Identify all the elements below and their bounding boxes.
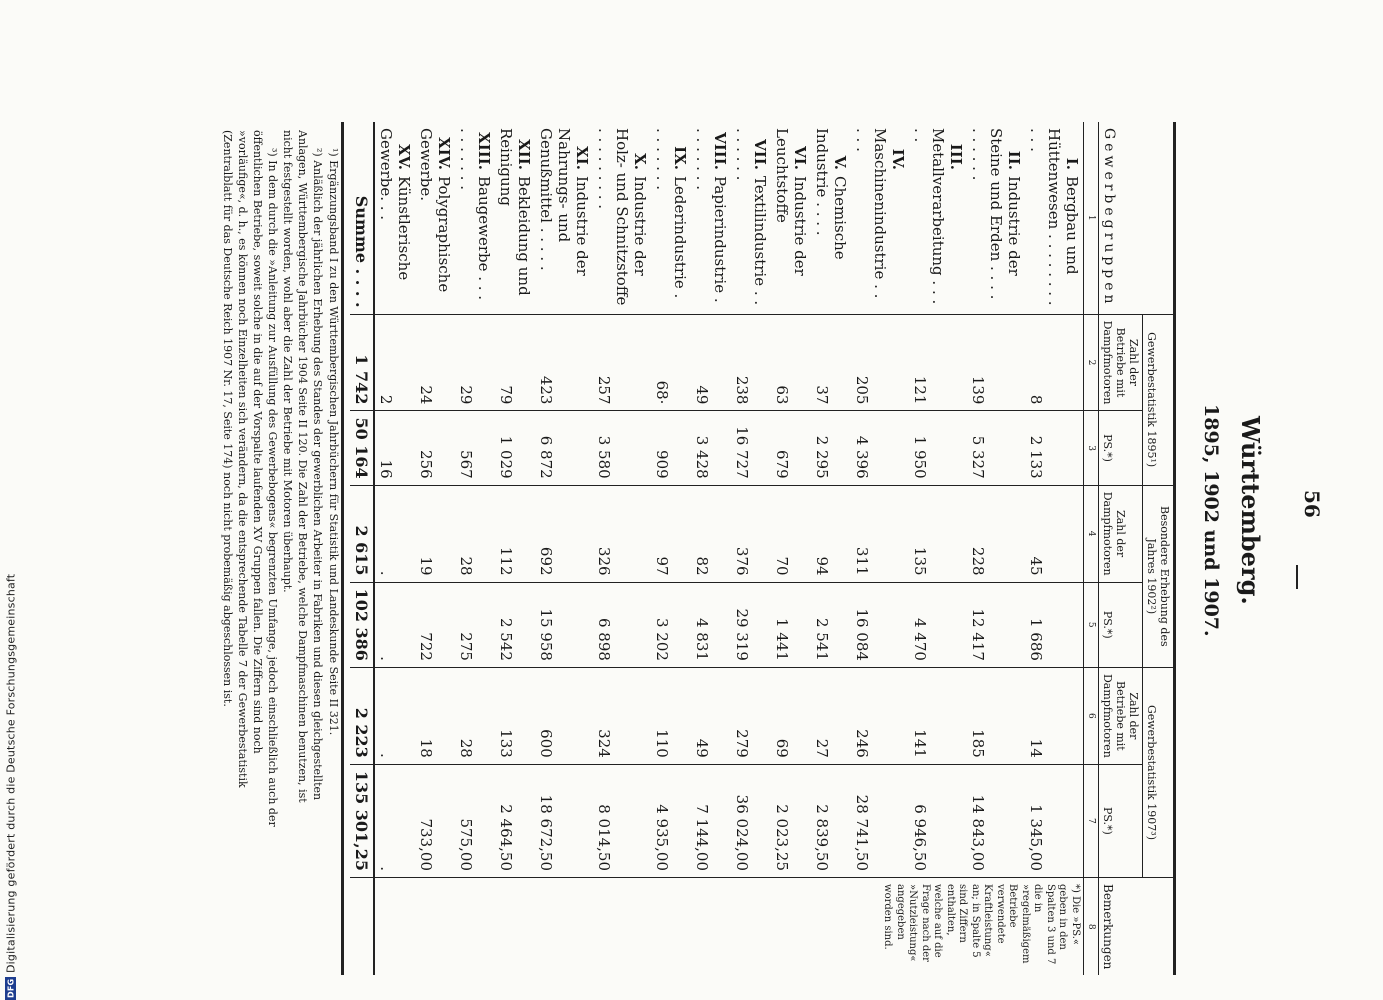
group-numeral: IV. — [889, 148, 907, 170]
ps-1895-cell: 6 872 — [535, 411, 593, 485]
page-subtitle: 1895, 1902 und 1907. — [1200, 403, 1222, 637]
ps-1895-cell: 2 295 — [811, 411, 851, 485]
footnote: ¹) Ergänzungsband I zu den Württembergischen Jahrbüchern für Statistik und Landeskunde Seite II 321. — [327, 148, 340, 736]
summe-ps-1895: 50 164 — [350, 411, 374, 485]
group-numeral: XI. — [573, 146, 591, 170]
table-row — [691, 122, 731, 975]
betriebe-1895-cell: 121 — [909, 314, 967, 411]
betriebe-1907-cell: 49 — [691, 667, 731, 764]
ps-1907-cell: 733,00 — [415, 764, 455, 877]
dampfmotoren-1902-cell: 326 — [593, 485, 651, 582]
dampfmotoren-1902-cell: 70 — [771, 485, 811, 582]
table-row — [593, 122, 651, 975]
group-label: Bergbau und Hüttenwesen . . . . . . . . . . . — [1027, 128, 1081, 306]
betriebe-1895-cell: 8 — [1025, 314, 1084, 411]
ps-1895-cell: 3 428 — [691, 411, 731, 485]
ps-1895-cell: 567 — [455, 411, 495, 485]
page-number: 56 — [1300, 490, 1324, 518]
gewerbegruppe-cell — [771, 122, 811, 314]
betriebe-1895-cell: 24 — [415, 314, 455, 411]
gewerbegruppe-cell — [731, 122, 771, 314]
table-row — [1025, 122, 1084, 975]
ps-1907-cell: 6 946,50 — [909, 764, 967, 877]
betriebe-1907-cell: 141 — [909, 667, 967, 764]
col-header-ps-1895: PS.*) — [1099, 411, 1143, 485]
group-label: Industrie der Steine und Erden . . . . . . . . . . — [969, 128, 1023, 300]
col-header-gewerbegruppen: Gewerbegruppen — [1099, 122, 1175, 314]
group-header-1902: Besondere Erhebung des Jahres 1902²) — [1143, 485, 1175, 667]
footnotes — [218, 130, 340, 830]
ps-1902-cell: 1 441 — [771, 582, 811, 667]
group-label: Polygraphische Gewerbe. — [417, 128, 453, 293]
betriebe-1907-cell: 279 — [731, 667, 771, 764]
ps-1895-cell: 2 133 — [1025, 411, 1084, 485]
ps-1907-cell: 2 839,50 — [811, 764, 851, 877]
remark-cell: *) Die »PS.« geben in den Spalten 3 und 7 die in »regelmäßigem Betriebe verwendete Kraftleistung« an; in Spalte 5 sind Ziffern enthalten, welche auf die Frage nach der »Nutzleistung« angegeben worden sind. — [374, 878, 1084, 976]
betriebe-1895-cell: 238 — [731, 314, 771, 411]
group-label: Industrie der Holz- und Schnitzstoffe . . . . . . . . . — [595, 128, 649, 306]
ps-1902-cell: 2 542 — [495, 582, 535, 667]
ps-1895-cell: 16 — [374, 411, 415, 485]
betriebe-1907-cell: 324 — [593, 667, 651, 764]
betriebe-1907-cell: 14 — [1025, 667, 1084, 764]
column-number: 8 — [1084, 878, 1099, 976]
ps-1895-cell: 909 — [651, 411, 691, 485]
ps-1902-cell: 275 — [455, 582, 495, 667]
ps-1902-cell: 6 898 — [593, 582, 651, 667]
table-row — [495, 122, 535, 975]
column-number-row — [1084, 122, 1099, 975]
ps-1907-cell: 18 672,50 — [535, 764, 593, 877]
digitization-credit — [0, 0, 22, 1000]
footnote: ²) Anläßlich der jährlichen Erhebung des Standes der gewerblichen Arbeiter in Fabriken und diesen gleichgestellten Anlagen, Württembergische Jahrbücher 1904 Seite II 120. Die Zahl der Betriebe, welche Dampfmaschinen benutzen, ist nicht festgestellt worden, wohl aber die Zahl der Betriebe mit Motoren überhaupt. — [281, 130, 325, 803]
column-number: 6 — [1084, 667, 1099, 764]
summe-ps-1902: 102 386 — [350, 582, 374, 667]
betriebe-1907-cell: 600 — [535, 667, 593, 764]
table-row — [535, 122, 593, 975]
group-label: Baugewerbe . . . . . . . . . . — [457, 128, 493, 301]
group-header-1895: Gewerbestatistik 1895¹) — [1143, 314, 1175, 485]
table-row — [909, 122, 967, 975]
steam-engine-table — [341, 122, 1176, 975]
ps-1902-cell: 4 831 — [691, 582, 731, 667]
betriebe-1907-cell: 27 — [811, 667, 851, 764]
gewerbegruppe-cell — [1025, 122, 1084, 314]
table-bottom-rule — [343, 122, 351, 975]
group-numeral: II. — [1005, 150, 1023, 170]
column-number: 3 — [1084, 411, 1099, 485]
group-numeral: IX. — [671, 146, 689, 170]
betriebe-1895-cell: 139 — [967, 314, 1025, 411]
ps-1907-cell: 1 345,00 — [1025, 764, 1084, 877]
gewerbegruppe-cell — [967, 122, 1025, 314]
gewerbegruppe-cell — [455, 122, 495, 314]
group-numeral: VIII. — [711, 132, 729, 170]
ps-1895-cell: 256 — [415, 411, 455, 485]
ps-1895-cell: 5 327 — [967, 411, 1025, 485]
column-number: 5 — [1084, 582, 1099, 667]
table-row — [651, 122, 691, 975]
group-label: Textilindustrie . . . . . . . . — [733, 128, 769, 306]
dampfmotoren-1902-cell: 692 — [535, 485, 593, 582]
gewerbegruppe-cell — [374, 122, 415, 314]
summe-row — [350, 122, 374, 975]
group-label: Maschinenindustrie . . . . . — [853, 128, 889, 299]
gewerbegruppe-cell — [415, 122, 455, 314]
betriebe-1895-cell: 63 — [771, 314, 811, 411]
ps-1907-cell: 7 144,00 — [691, 764, 731, 877]
footnote: ³) In dem durch die »Anleitung zur Ausfüllung des Gewerbebogens« begrenzten Umfange, jedoch einschließlich auch der öffentlichen Betriebe, soweit solche in die auf der Vorspalte laufenden XV Gruppen fallen. Die Ziffern sind noch »vorläufige«, d. h., es können noch Einzelheiten sich verändern, da die entsprechende Tabelle 7 der Gewerbestatistik (Zentralblatt für das Deutsche Reich 1907 Nr. 17, Seite 174) noch nicht probemäßig abgeschlossen ist. — [221, 130, 279, 827]
betriebe-1895-cell: 423 — [535, 314, 593, 411]
betriebe-1895-cell: 29 — [455, 314, 495, 411]
column-number: 2 — [1084, 314, 1099, 411]
ps-1907-cell: 2 023,25 — [771, 764, 811, 877]
ps-1902-cell: 15 958 — [535, 582, 593, 667]
betriebe-1895-cell: 37 — [811, 314, 851, 411]
summe-betriebe-1895: 1 742 — [350, 314, 374, 411]
group-label: Papierindustrie . . . . . . . . — [693, 128, 729, 303]
betriebe-1907-cell: 110 — [651, 667, 691, 764]
ps-1902-cell: 2 541 — [811, 582, 851, 667]
ps-1907-cell: 575,00 — [455, 764, 495, 877]
col-header-ps-1902: PS.*) — [1099, 582, 1143, 667]
gewerbegruppe-cell — [811, 122, 851, 314]
group-label: Künstlerische Gewerbe. . . — [377, 128, 413, 281]
table-row — [851, 122, 909, 975]
summe-ps-1907: 135 301,25 — [350, 764, 374, 877]
group-label: Industrie der Leuchtstoffe — [773, 128, 809, 276]
dampfmotoren-1902-cell: . — [374, 485, 415, 582]
ps-1902-cell: 3 202 — [651, 582, 691, 667]
betriebe-1895-cell: 68· — [651, 314, 691, 411]
summe-betriebe-1907: 2 223 — [350, 667, 374, 764]
dampfmotoren-1902-cell: 112 — [495, 485, 535, 582]
ps-1907-cell: 8 014,50 — [593, 764, 651, 877]
table-row — [415, 122, 455, 975]
gewerbegruppe-cell — [593, 122, 651, 314]
dampfmotoren-1902-cell: 135 — [909, 485, 967, 582]
ps-1907-cell: 28 741,50 — [851, 764, 909, 877]
dampfmotoren-1902-cell: 28 — [455, 485, 495, 582]
group-label: Bekleidung und Reinigung — [497, 128, 533, 296]
gewerbegruppe-cell — [851, 122, 909, 314]
table-row — [731, 122, 771, 975]
dampfmotoren-1902-cell: 311 — [851, 485, 909, 582]
column-number: 7 — [1084, 764, 1099, 877]
ps-1895-cell: 1 029 — [495, 411, 535, 485]
ps-1902-cell: 1 686 — [1025, 582, 1084, 667]
col-header-betriebe-1895: Zahl der Betriebe mit Dampfmotoren — [1099, 314, 1143, 411]
ps-1907-cell: . — [374, 764, 415, 877]
ps-1907-cell: 36 024,00 — [731, 764, 771, 877]
dfg-logo: DFG — [6, 978, 16, 998]
betriebe-1907-cell: 18 — [415, 667, 455, 764]
table-row — [811, 122, 851, 975]
gewerbegruppe-cell — [651, 122, 691, 314]
group-numeral: XIII. — [475, 132, 493, 170]
dampfmotoren-1902-cell: 19 — [415, 485, 455, 582]
betriebe-1895-cell: 257 — [593, 314, 651, 411]
group-label: Industrie der Nahrungs- und Genußmittel . . . . . — [537, 128, 591, 276]
table-row — [771, 122, 811, 975]
col-header-dampfmotoren-1902: Zahl der Dampfmotoren — [1099, 485, 1143, 582]
group-numeral: I. — [1063, 157, 1081, 170]
page-title: Württemberg. — [1236, 415, 1265, 605]
betriebe-1907-cell: 246 — [851, 667, 909, 764]
col-header-betriebe-1907: Zahl der Betriebe mit Dampfmotoren — [1099, 667, 1143, 764]
ps-1907-cell: 4 935,00 — [651, 764, 691, 877]
betriebe-1907-cell: 133 — [495, 667, 535, 764]
group-numeral: V. — [831, 155, 849, 170]
group-label: Metallverarbeitung . . . . . — [911, 128, 947, 305]
gewerbegruppe-cell — [495, 122, 535, 314]
betriebe-1895-cell: 205 — [851, 314, 909, 411]
col-header-bemerkungen: Bemerkungen — [1099, 878, 1175, 976]
bottom-rule-cell — [343, 122, 351, 975]
gewerbegruppe-cell — [535, 122, 593, 314]
dampfmotoren-1902-cell: 228 — [967, 485, 1025, 582]
dampfmotoren-1902-cell: 376 — [731, 485, 771, 582]
betriebe-1895-cell: 49 — [691, 314, 731, 411]
ps-1895-cell: 3 580 — [593, 411, 651, 485]
group-numeral: VII. — [751, 139, 769, 170]
gewerbegruppe-cell — [691, 122, 731, 314]
betriebe-1907-cell: . — [374, 667, 415, 764]
betriebe-1895-cell: 2 — [374, 314, 415, 411]
group-header-1907: Gewerbestatistik 1907³) — [1143, 667, 1175, 877]
summe-label: Summe . . . . — [350, 122, 374, 314]
table-row — [967, 122, 1025, 975]
group-numeral: X. — [631, 153, 649, 170]
ps-1895-cell: 679 — [771, 411, 811, 485]
digitization-note: Digitalisierung gefördert durch die Deutsche Forschungsgemeinschaft — [4, 573, 18, 973]
gewerbegruppe-cell — [909, 122, 967, 314]
ps-1902-cell: 4 470 — [909, 582, 967, 667]
column-number: 4 — [1084, 485, 1099, 582]
table-row — [455, 122, 495, 975]
page-number-dash — [1296, 565, 1298, 589]
group-label: Lederindustrie . . . . . . . . — [653, 128, 689, 299]
col-header-ps-1907: PS.*) — [1099, 764, 1143, 877]
ps-1902-cell: . — [374, 582, 415, 667]
ps-1902-cell: 722 — [415, 582, 455, 667]
ps-1895-cell: 1 950 — [909, 411, 967, 485]
ps-1907-cell: 14 843,00 — [967, 764, 1025, 877]
group-numeral: VI. — [791, 146, 809, 170]
ps-1902-cell: 16 084 — [851, 582, 909, 667]
dampfmotoren-1902-cell: 94 — [811, 485, 851, 582]
group-numeral: XII. — [515, 139, 533, 170]
group-numeral: XIV. — [435, 137, 453, 170]
betriebe-1895-cell: 79 — [495, 314, 535, 411]
betriebe-1907-cell: 185 — [967, 667, 1025, 764]
dampfmotoren-1902-cell: 97 — [651, 485, 691, 582]
betriebe-1907-cell: 28 — [455, 667, 495, 764]
ps-1902-cell: 12 417 — [967, 582, 1025, 667]
group-label: Chemische Industrie . . . . — [813, 128, 849, 260]
column-number: 1 — [1084, 122, 1099, 314]
summe-dampfmotoren-1902: 2 615 — [350, 485, 374, 582]
dampfmotoren-1902-cell: 82 — [691, 485, 731, 582]
ps-1907-cell: 2 464,50 — [495, 764, 535, 877]
ps-1895-cell: 16 727 — [731, 411, 771, 485]
ps-1895-cell: 4 396 — [851, 411, 909, 485]
betriebe-1907-cell: 69 — [771, 667, 811, 764]
ps-1902-cell: 29 319 — [731, 582, 771, 667]
dampfmotoren-1902-cell: 45 — [1025, 485, 1084, 582]
group-numeral: III. — [947, 143, 965, 170]
rotated-table-wrapper — [216, 122, 1176, 970]
group-numeral: XV. — [395, 144, 413, 170]
table-row — [374, 122, 415, 975]
summe-remark-empty — [350, 878, 374, 976]
